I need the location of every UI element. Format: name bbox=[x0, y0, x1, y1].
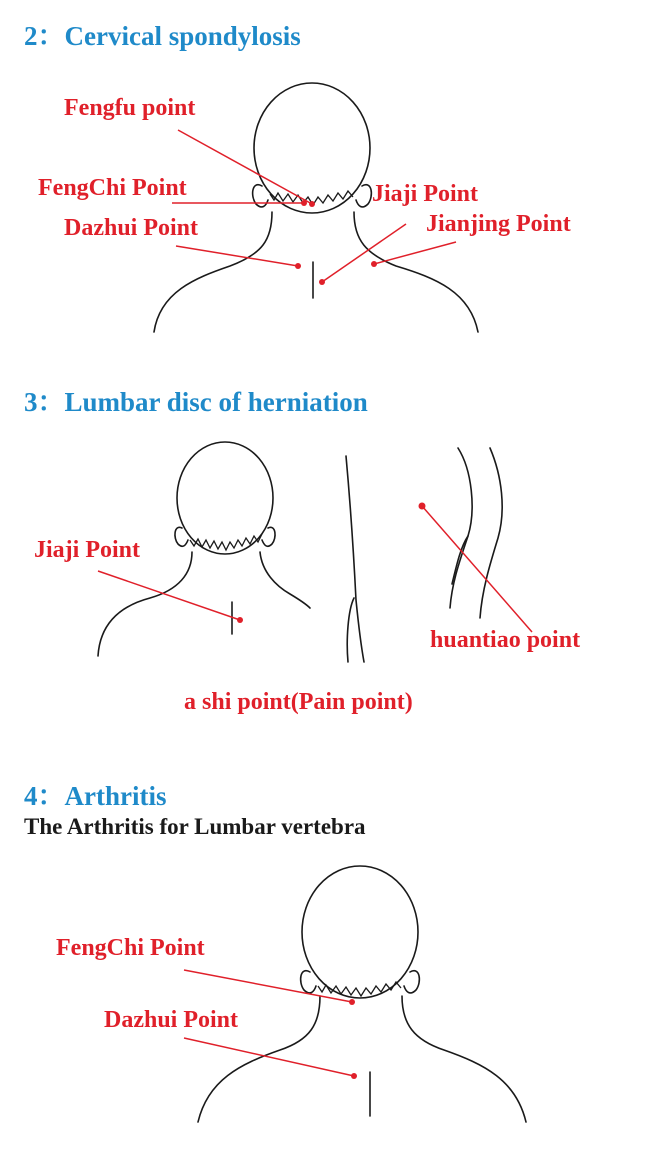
label-jiaji-point: Jiaji Point bbox=[372, 181, 478, 207]
right-shoulder-outline bbox=[260, 552, 310, 608]
fengchi-dot bbox=[349, 999, 355, 1005]
figure-arthritis bbox=[184, 866, 526, 1122]
fengfu-dot bbox=[309, 201, 315, 207]
figure-cervical bbox=[154, 83, 478, 332]
right-shoulder-outline bbox=[402, 996, 526, 1122]
head-outline bbox=[254, 83, 370, 213]
fengchi-dot bbox=[301, 200, 307, 206]
section-2-heading: 2：Cervical spondylosis bbox=[24, 21, 301, 51]
label-dazhui-point: Dazhui Point bbox=[64, 215, 199, 241]
left-shoulder-outline bbox=[98, 552, 192, 656]
huantiao-dot bbox=[419, 503, 426, 510]
jianjing-leader bbox=[374, 242, 456, 264]
fengfu-leader bbox=[178, 130, 312, 204]
leg-line-inner bbox=[450, 448, 472, 608]
huantiao-leader bbox=[422, 506, 532, 632]
side-body-line bbox=[346, 456, 364, 662]
label-dazhui-point: Dazhui Point bbox=[104, 1007, 239, 1033]
section-4-heading: 4：Arthritis bbox=[24, 781, 167, 811]
jiaji-dot bbox=[319, 279, 325, 285]
side-buttock-line bbox=[347, 598, 354, 662]
label-fengchi-point: FengChi Point bbox=[38, 175, 187, 201]
head-outline bbox=[302, 866, 418, 998]
dazhui-leader bbox=[184, 1038, 354, 1076]
leg-line-outer bbox=[480, 448, 502, 618]
left-ear bbox=[301, 971, 316, 993]
label-jiaji-point: Jiaji Point bbox=[34, 537, 140, 563]
section-4-subheading: The Arthritis for Lumbar vertebra bbox=[24, 814, 366, 839]
label-fengfu-point: Fengfu point bbox=[64, 95, 196, 121]
right-ear bbox=[404, 971, 419, 993]
dazhui-dot bbox=[351, 1073, 357, 1079]
label-fengchi-point: FengChi Point bbox=[56, 935, 205, 961]
section-3-heading: 3：Lumbar disc of herniation bbox=[24, 387, 368, 417]
head-outline bbox=[177, 442, 273, 554]
label-huantiao-point: huantiao point bbox=[430, 627, 581, 653]
label-jianjing-point: Jianjing Point bbox=[426, 211, 571, 237]
dazhui-dot bbox=[295, 263, 301, 269]
jiaji-leader bbox=[322, 224, 406, 282]
jiaji-dot bbox=[237, 617, 243, 623]
label-ashi-point: a shi point(Pain point) bbox=[184, 689, 413, 715]
jianjing-dot bbox=[371, 261, 377, 267]
